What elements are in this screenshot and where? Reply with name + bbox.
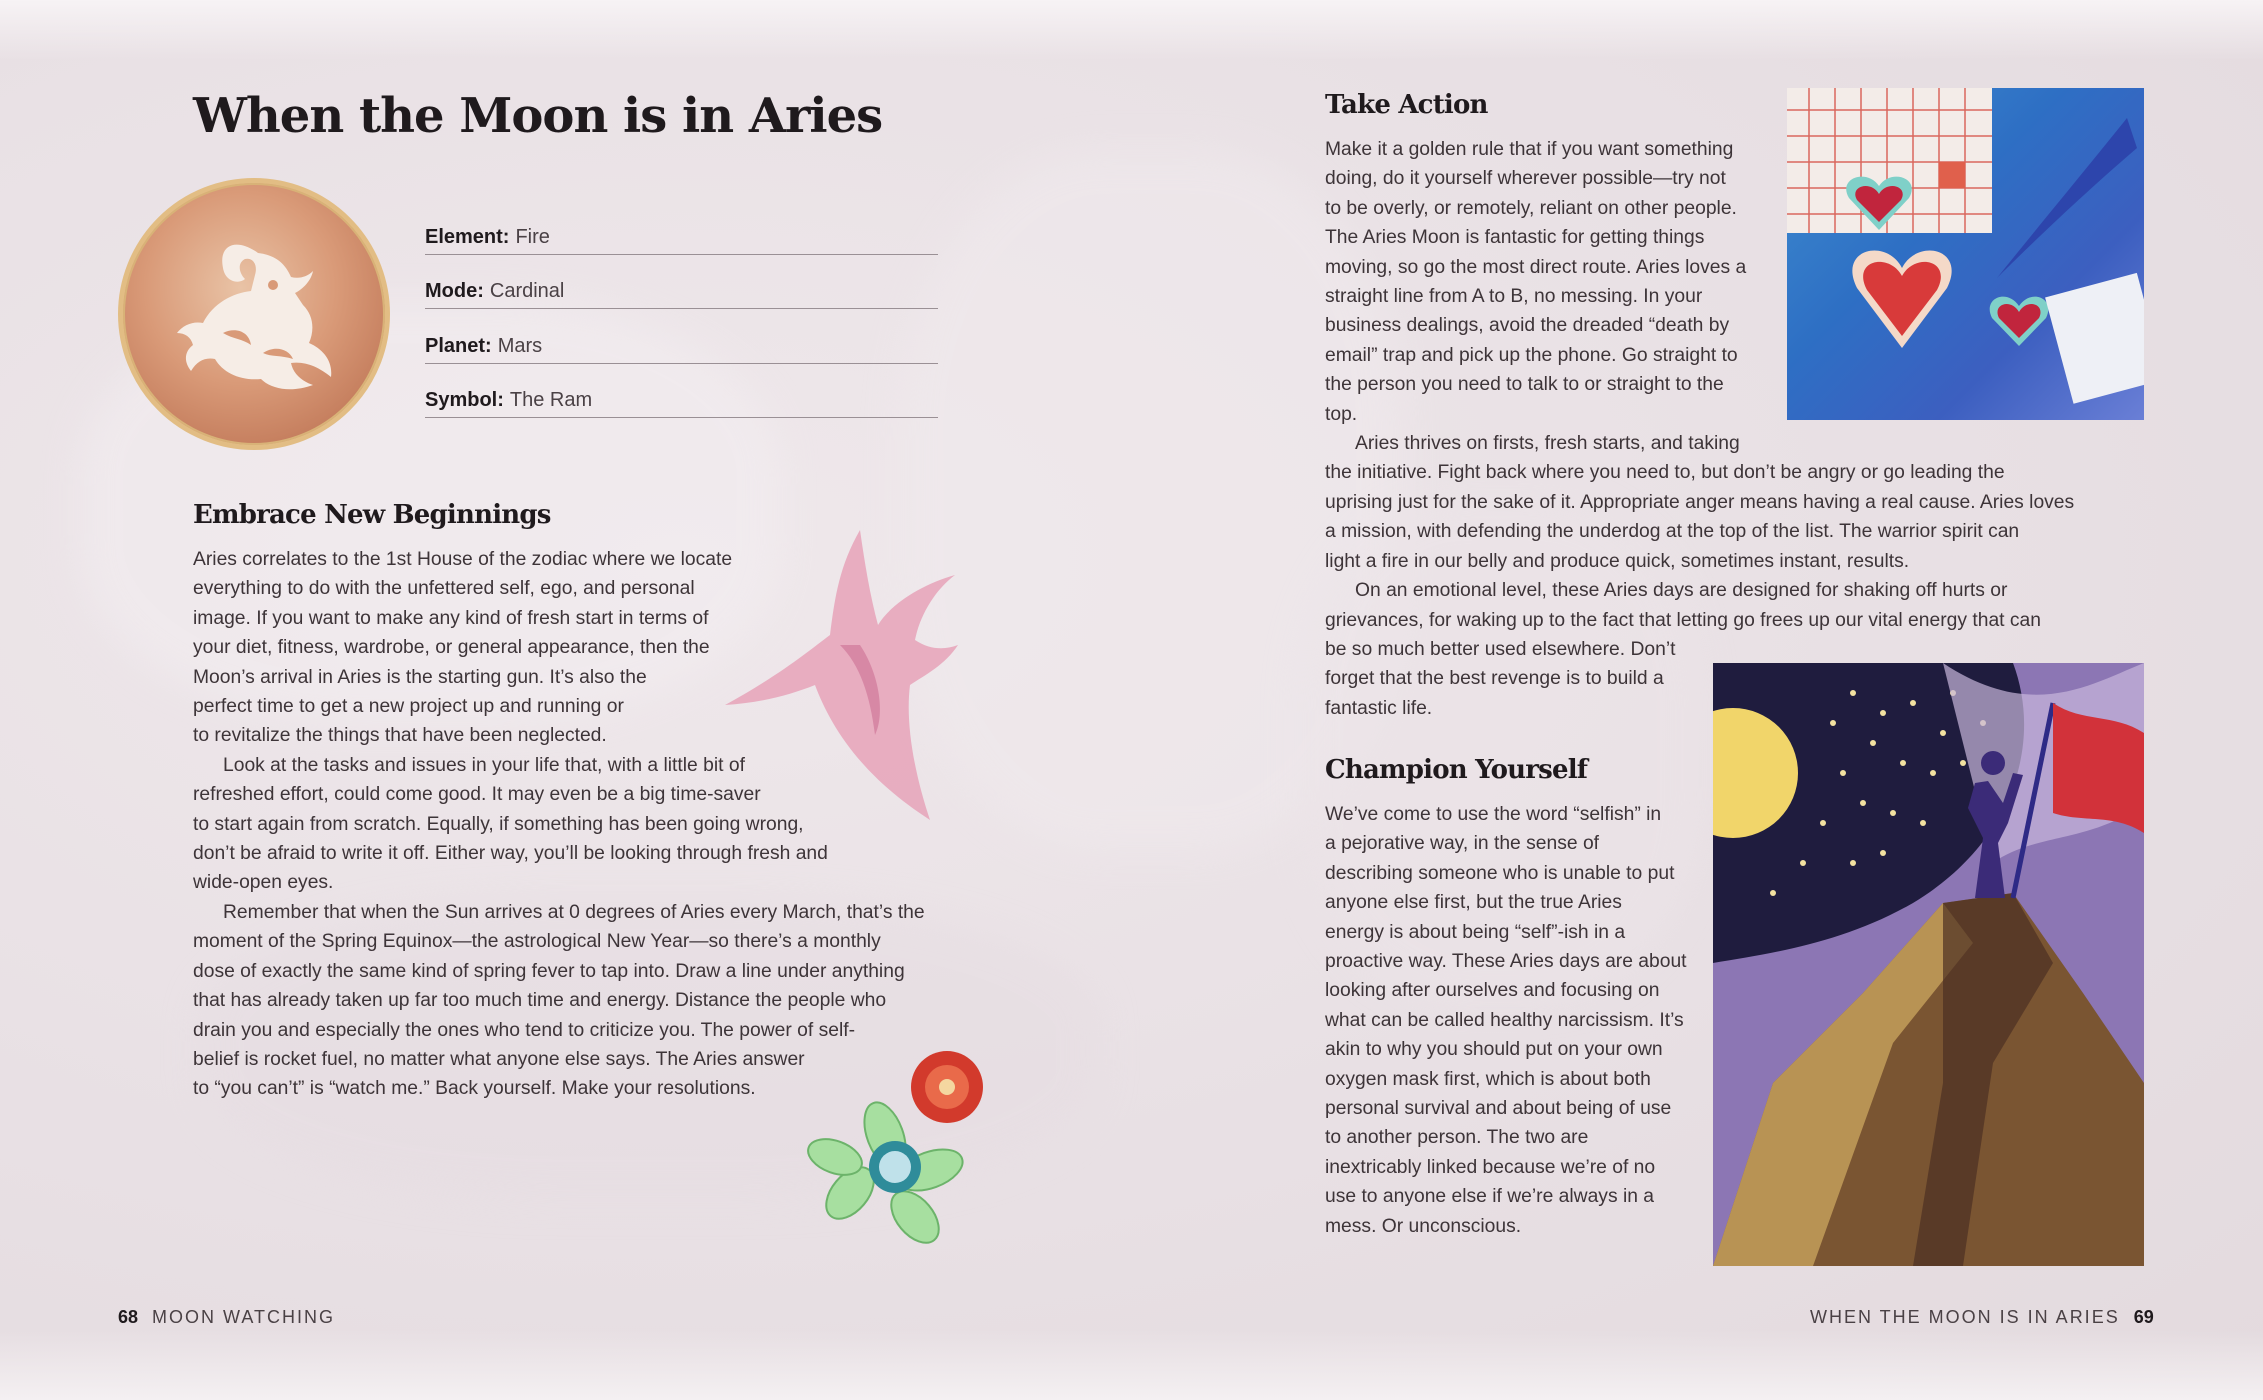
running-head: MOON WATCHING	[152, 1307, 336, 1327]
text-line: your diet, fitness, wardrobe, or general appearance, then the	[193, 637, 710, 659]
text-line: what can be called healthy narcissism. It’s	[1325, 1009, 1684, 1031]
text-line: oxygen mask first, which is about both	[1325, 1068, 1651, 1090]
fact-planet	[425, 309, 938, 364]
fact-key: Symbol:	[425, 389, 504, 411]
text-line: top.	[1325, 403, 1358, 425]
text-line: perfect time to get a new project up and running or	[193, 696, 624, 718]
text-line: to “you can’t” is “watch me.” Back yourself. Make your resolutions.	[193, 1078, 756, 1100]
fact-element	[425, 200, 938, 255]
page-number: 69	[2133, 1307, 2154, 1327]
champion-body	[1325, 800, 1705, 1241]
text-line: moment of the Spring Equinox—the astrological New Year—so there’s a monthly	[193, 931, 881, 953]
text-line: Make it a golden rule that if you want something	[1325, 139, 1734, 160]
text-line: straight line from A to B, no messing. In your	[1325, 286, 1703, 308]
text-line: to another person. The two are	[1325, 1127, 1589, 1149]
text-line: looking after ourselves and focusing on	[1325, 980, 1660, 1002]
summit-illustration	[1713, 663, 2144, 1266]
section-heading-take-action: Take Action	[1325, 90, 1488, 120]
hearts-illustration	[1787, 88, 2144, 420]
text-line: email” trap and pick up the phone. Go straight to	[1325, 344, 1738, 366]
running-head: WHEN THE MOON IS IN ARIES	[1810, 1307, 2120, 1327]
text-line: that has already taken up far too much time and energy. Distance the people who	[193, 990, 887, 1012]
fact-key: Element:	[425, 225, 510, 248]
text-line: refreshed effort, could come good. It may even be a big time-saver	[193, 784, 761, 806]
page-title: When the Moon is in Aries	[193, 88, 883, 144]
fact-mode	[425, 255, 938, 310]
text-line: fantastic life.	[1325, 697, 1433, 719]
text-line: anyone else first, but the true Aries	[1325, 892, 1622, 914]
fact-value: Cardinal	[489, 280, 565, 302]
text-line: the initiative. Fight back where you need to, but don’t be angry or go leading the	[1325, 462, 2005, 484]
text-line: Remember that when the Sun arrives at 0 degrees of Aries every March, that’s the	[223, 901, 925, 923]
text-line: the person you need to talk to or straight to the	[1325, 374, 1724, 396]
fact-symbol	[425, 364, 938, 419]
section-heading-embrace: Embrace New Beginnings	[193, 500, 551, 530]
text-line: personal survival and about being of use	[1325, 1098, 1672, 1120]
text-line: The Aries Moon is fantastic for getting things	[1325, 227, 1705, 249]
text-line: grievances, for waking up to the fact that letting go frees up our vital energy that can	[1325, 609, 2041, 631]
footer-right	[1810, 1307, 2154, 1328]
text-line: inextricably linked because we’re of no	[1325, 1156, 1656, 1178]
text-line: everything to do with the unfettered self, ego, and personal	[193, 578, 695, 600]
footer-left	[118, 1307, 335, 1328]
text-line: akin to why you should put on your own	[1325, 1039, 1663, 1061]
text-line: image. If you want to make any kind of fresh start in terms of	[193, 607, 709, 629]
text-line: a mission, with defending the underdog at the top of the list. The warrior spirit can	[1325, 521, 2020, 543]
text-line: a pejorative way, in the sense of	[1325, 833, 1600, 855]
text-line: to start again from scratch. Equally, if something has been going wrong,	[193, 813, 804, 835]
text-line: wide-open eyes.	[193, 872, 334, 894]
text-line: moving, so go the most direct route. Aries loves a	[1325, 256, 1747, 278]
text-line: don’t be afraid to write it off. Either way, you’ll be looking through fresh and	[193, 843, 828, 865]
flower-illustration	[805, 1045, 995, 1245]
text-line: business dealings, avoid the dreaded “death by	[1325, 315, 1730, 337]
zodiac-medallion	[118, 178, 390, 450]
fact-key: Mode:	[425, 280, 484, 302]
bird-illustration	[720, 525, 960, 825]
text-line: to revitalize the things that have been neglected.	[193, 725, 607, 747]
section-heading-champion: Champion Yourself	[1325, 755, 1588, 785]
text-line: energy is about being “self”-ish in a	[1325, 921, 1626, 943]
text-line: On an emotional level, these Aries days are designed for shaking off hurts or	[1355, 580, 2008, 602]
text-line: forget that the best revenge is to build a	[1325, 668, 1664, 690]
text-line: drain you and especially the ones who tend to criticize you. The power of self-	[193, 1019, 856, 1041]
text-line: dose of exactly the same kind of spring fever to tap into. Draw a line under anything	[193, 960, 905, 982]
text-line: We’ve come to use the word “selfish” in	[1325, 804, 1662, 825]
ram-icon	[163, 233, 353, 403]
text-line: Aries thrives on firsts, fresh starts, and taking	[1355, 433, 1740, 455]
text-line: belief is rocket fuel, no matter what anyone else says. The Aries answer	[193, 1048, 805, 1070]
text-line: doing, do it yourself wherever possible—try not	[1325, 168, 1726, 190]
fact-value: Fire	[515, 225, 550, 248]
text-line: proactive way. These Aries days are about	[1325, 951, 1687, 973]
text-line: use to anyone else if we’re always in a	[1325, 1186, 1655, 1208]
text-line: Aries correlates to the 1st House of the zodiac where we locate	[193, 549, 733, 570]
fact-value: The Ram	[509, 389, 593, 411]
text-line: Look at the tasks and issues in your life that, with a little bit of	[223, 754, 745, 776]
fact-value: Mars	[497, 334, 543, 357]
fact-key: Planet:	[425, 334, 492, 357]
text-line: to be overly, or remotely, reliant on other people.	[1325, 197, 1737, 219]
text-line: uprising just for the sake of it. Appropriate anger means having a real cause. Aries loves	[1325, 491, 2075, 513]
page-number: 68	[118, 1307, 139, 1327]
text-line: light a fire in our belly and produce quick, sometimes instant, results.	[1325, 550, 1910, 572]
text-line: describing someone who is unable to put	[1325, 862, 1675, 884]
text-line: mess. Or unconscious.	[1325, 1215, 1522, 1237]
sign-facts-list	[425, 200, 938, 418]
text-line: be so much better used elsewhere. Don’t	[1325, 638, 1676, 660]
text-line: Moon’s arrival in Aries is the starting gun. It’s also the	[193, 666, 647, 688]
